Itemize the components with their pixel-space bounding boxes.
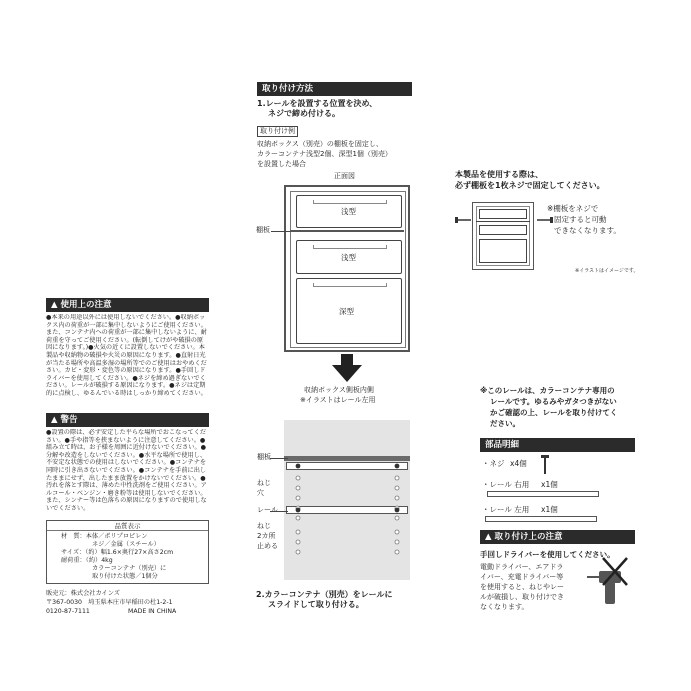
usage-warning-icon: ▲ xyxy=(51,300,61,310)
no-power-drill-icon xyxy=(585,555,635,610)
warning-title: 警告 xyxy=(60,415,78,425)
example-label: 取り付け例 xyxy=(257,126,298,137)
fixed-shelf xyxy=(290,230,404,232)
quality-line-3: サイズ：（約）幅1.6×奥行27×高さ2cm xyxy=(61,549,174,556)
quality-title: 品質表示 xyxy=(47,522,208,531)
made-in: MADE IN CHINA xyxy=(128,608,177,615)
warning-triangle-icon: ▲ xyxy=(485,532,495,542)
drawer-label-3: 深型 xyxy=(339,307,354,316)
screw-icon xyxy=(540,455,550,475)
inside-label-shelf: 棚板 xyxy=(257,453,271,461)
part-rail-left-name: ・レール 左用 xyxy=(482,505,530,514)
quality-line-2: ネジ／金属（スチール） xyxy=(92,541,160,548)
warning-icon: ▲ xyxy=(51,415,61,425)
notice-note-3: できなくなります。 xyxy=(554,226,621,235)
usage-caution-title: 使用上の注意 xyxy=(60,300,112,310)
attach-caution-bar xyxy=(480,530,635,544)
rail-note-2: レールです。ゆるみやガタつきがない xyxy=(490,397,617,406)
example-desc-3: を設置した場合 xyxy=(257,160,306,168)
image-note: ※イラストはイメージです。 xyxy=(575,268,639,274)
rail-leader xyxy=(270,511,288,512)
screw-holes xyxy=(284,420,410,580)
rail-note-1: ※このレールは、カラーコンテナ専用の xyxy=(480,386,615,395)
quality-box xyxy=(46,520,209,584)
warning-body: ●設置の際は、必ず安定した平らな場所でおこなってください。●手や指等を挟まないように注意してください。●組み立て時は、お子様を周囲に近付けないでください。●分解や改造をしないでください。●水平な場所で使用し、不安定な状態での使用はしないでください。●コンテナを同時に引き出さないでください。●コンテナを手前に出したままにせず、出したまま放置をかけないでください。●汚れを落とす際は、薄めた中性洗剤をご使用ください。アルコール・ベンジン・磨き粉等は使用しないでください。また、シンナー等は色落ちの原因になりますので使用しないでください。 xyxy=(46,429,207,512)
part-rail-left-qty: x1個 xyxy=(541,505,558,514)
part-rail-right-name: ・レール 右用 xyxy=(482,480,530,489)
quality-line-5: カラーコンテナ（別売）に xyxy=(92,565,167,572)
attach-caution-body-4: ルが破損し、取り付けでき xyxy=(480,593,564,601)
notice-title-1: 本製品を使用する際は、 xyxy=(455,170,543,179)
step1-line2: ネジで締め付ける。 xyxy=(268,109,340,118)
seller-address: 〒367-0030 埼玉県本庄市早稲田の杜1-2-1 xyxy=(46,599,173,606)
drawer-deep xyxy=(296,278,402,344)
inside-label-hole: 穴 xyxy=(257,489,264,497)
part-screw-name: ・ネジ xyxy=(482,459,505,468)
notice-note-1: ※棚板をネジで xyxy=(547,204,599,213)
drawer-label-1: 浅型 xyxy=(341,207,356,216)
seller-phone: 0120-87-7111 xyxy=(46,608,90,615)
notice-note-2: 固定すると可動 xyxy=(554,215,607,224)
step2-line1: 2.カラーコンテナ（別売）をレールに xyxy=(256,590,393,599)
install-title: 取り付け方法 xyxy=(262,84,314,94)
rail-note-3: かご確認の上、レールを取り付けてく xyxy=(490,408,618,417)
step1-line1: 1.レールを設置する位置を決め、 xyxy=(257,99,378,108)
rail-note-4: ださい。 xyxy=(490,419,520,428)
part-screw-qty: x4個 xyxy=(510,459,527,468)
inside-label-screw2: ねじ xyxy=(257,522,271,530)
quality-line-1: 材 質：本体／ポリプロピレン xyxy=(61,533,148,540)
attach-caution-headline: 手回しドライバーを使用してください。 xyxy=(480,550,615,559)
attach-caution-body-2: イバー、充電ドライバー等 xyxy=(480,573,564,581)
attach-caution-body-5: なくなります。 xyxy=(480,603,529,611)
attach-caution-body-1: 電動ドライバー、エアドラ xyxy=(480,563,564,571)
example-desc-2: カラーコンテナ浅型2個、深型1個（別売） xyxy=(257,150,392,158)
inside-label-screw: ねじ xyxy=(257,479,271,487)
warning-bar xyxy=(46,413,209,427)
inside-title-1: 収納ボックス側板内側 xyxy=(304,386,374,394)
down-arrow-icon xyxy=(332,354,362,382)
rail-left-icon xyxy=(485,516,597,522)
inside-label-two-places: 2カ所 xyxy=(257,532,276,540)
attach-caution-body-3: を使用すると、ねじやレー xyxy=(480,583,564,591)
front-view-label: 正面図 xyxy=(334,172,355,180)
inside-title-2: ※イラストはレール左用 xyxy=(300,396,376,404)
quality-line-4: 耐荷重：（約）4kg xyxy=(61,557,113,564)
notice-title-2: 必ず棚板を1枚ネジで固定してください。 xyxy=(455,181,605,190)
step2-line2: スライドして取り付ける。 xyxy=(268,600,364,609)
usage-caution-bar xyxy=(46,298,209,312)
rail-right-icon xyxy=(487,491,599,497)
inside-label-fasten: 止める xyxy=(257,542,278,550)
drawer-label-2: 浅型 xyxy=(341,253,356,262)
usage-caution-body: ●本来の用途以外には使用しないでください。●収納ボックス内の荷重が一部に集中しないようにご使用ください。また、コンテナ内への荷重が一部に集中しないように、耐荷重を守ってご使用ください。(転倒してけがや破損の原因になります。)●火気の近くに設置しないでください。本製品や収納物の破損や火災の原因になります。●直射日光が当たる場所や高温多湿の場所等でのご使用はおやめください。カビ・変形・変色等の原因になります。●手回しドライバーを使用してください。●ネジを締め過ぎないでください。レールが破損する原因になります。●ネジは定期的に点検し、ゆるんでいる時はしっかり締めてください。 xyxy=(46,314,207,397)
install-title-bar xyxy=(257,82,412,96)
parts-title: 部品明細 xyxy=(485,440,520,450)
drawer-shallow-2 xyxy=(296,240,402,274)
seller-name: 販売元：株式会社カインズ xyxy=(46,590,120,597)
quality-line-6: 取り付けた状態／1個分 xyxy=(92,573,158,580)
shelf-leader xyxy=(270,458,288,459)
attach-caution-title: 取り付け上の注意 xyxy=(494,532,563,542)
part-rail-right-qty: x1個 xyxy=(541,480,558,489)
shelf-leader-line xyxy=(271,231,291,232)
inside-label-rail: レール xyxy=(257,506,278,514)
shelf-label: 棚板 xyxy=(256,226,270,234)
example-desc-1: 収納ボックス（別売）の棚板を固定し、 xyxy=(257,140,383,148)
notice-cabinet xyxy=(472,202,534,270)
screw-pair-icon xyxy=(454,214,554,228)
drawer-shallow-1 xyxy=(296,195,402,228)
parts-title-bar xyxy=(480,438,635,452)
